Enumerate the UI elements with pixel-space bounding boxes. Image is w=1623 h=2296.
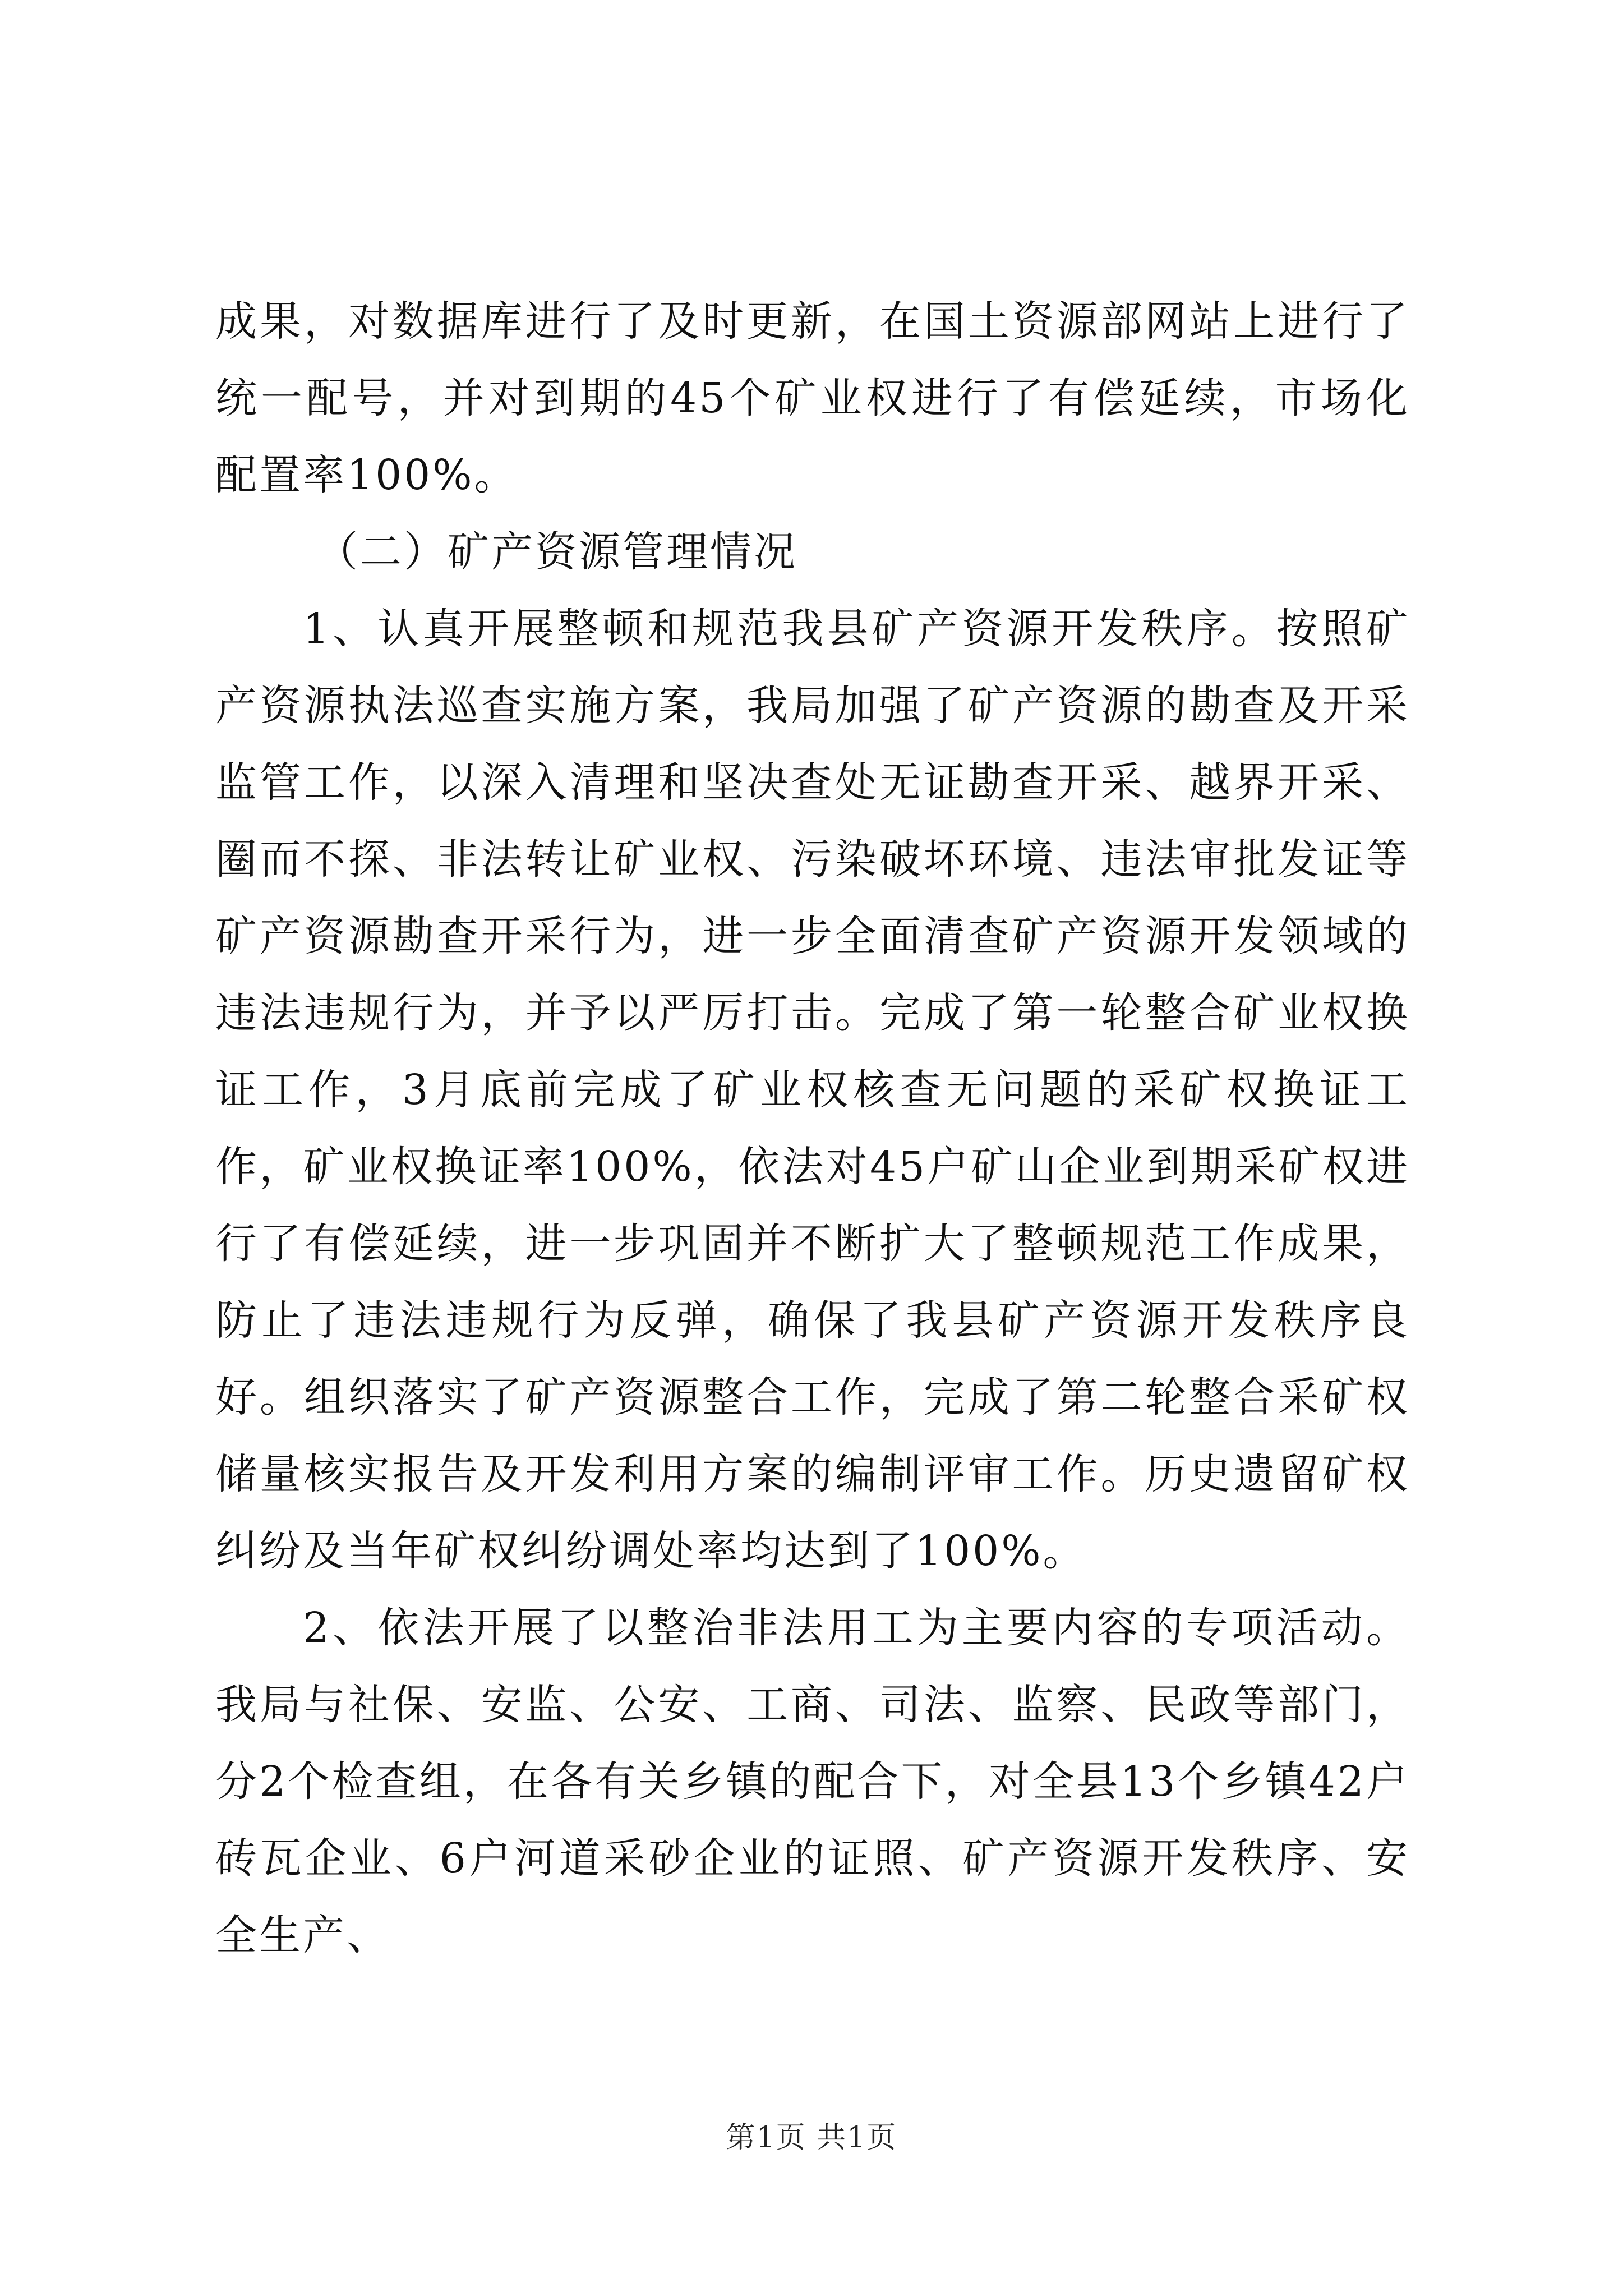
paragraph-continuation: 成果，对数据库进行了及时更新，在国土资源部网站上进行了统一配号，并对到期的45个矿业权进行了有偿延续，市场化配置率100%。 bbox=[215, 297, 1410, 499]
page-number-footer: 第1页 共1页 bbox=[726, 2121, 897, 2155]
paragraph-item-1: 1、认真开展整顿和规范我县矿产资源开发秩序。按照矿产资源执法巡查实施方案，我局加强了矿产资源的勘查及开采监管工作，以深入清理和坚决查处无证勘查开采、越界开采、圈而不探、非法转让矿业权、污染破坏环境、违法审批发证等矿产资源勘查开采行为，进一步全面清查矿产资源开发领域的违法违规行为，并予以严厉打击。完成了第一轮整合矿业权换证工作，3月底前完成了矿业权核查无问题的采矿权换证工作，矿业权换证率100%，依法对45户矿山企业到期采矿权进行了有偿延续，进一步巩固并不断扩大了整顿规范工作成果，防止了违法违规行为反弹，确保了我县矿产资源开发秩序良好。组织落实了矿产资源整合工作，完成了第二轮整合采矿权储量核实报告及开发利用方案的编制评审工作。历史遗留矿权纠纷及当年矿权纠纷调处率均达到了100%。 bbox=[215, 605, 1410, 1575]
paragraph-item-2: 2、依法开展了以整治非法用工为主要内容的专项活动。我局与社保、安监、公安、工商、司法、监察、民政等部门，分2个检查组，在各有关乡镇的配合下，对全县13个乡镇42户砖瓦企业、6户河道采砂企业的证照、矿产资源开发秩序、安全生产、 bbox=[215, 1604, 1410, 1959]
section-heading: （二）矿产资源管理情况 bbox=[316, 528, 797, 576]
document-body bbox=[215, 283, 1410, 1974]
